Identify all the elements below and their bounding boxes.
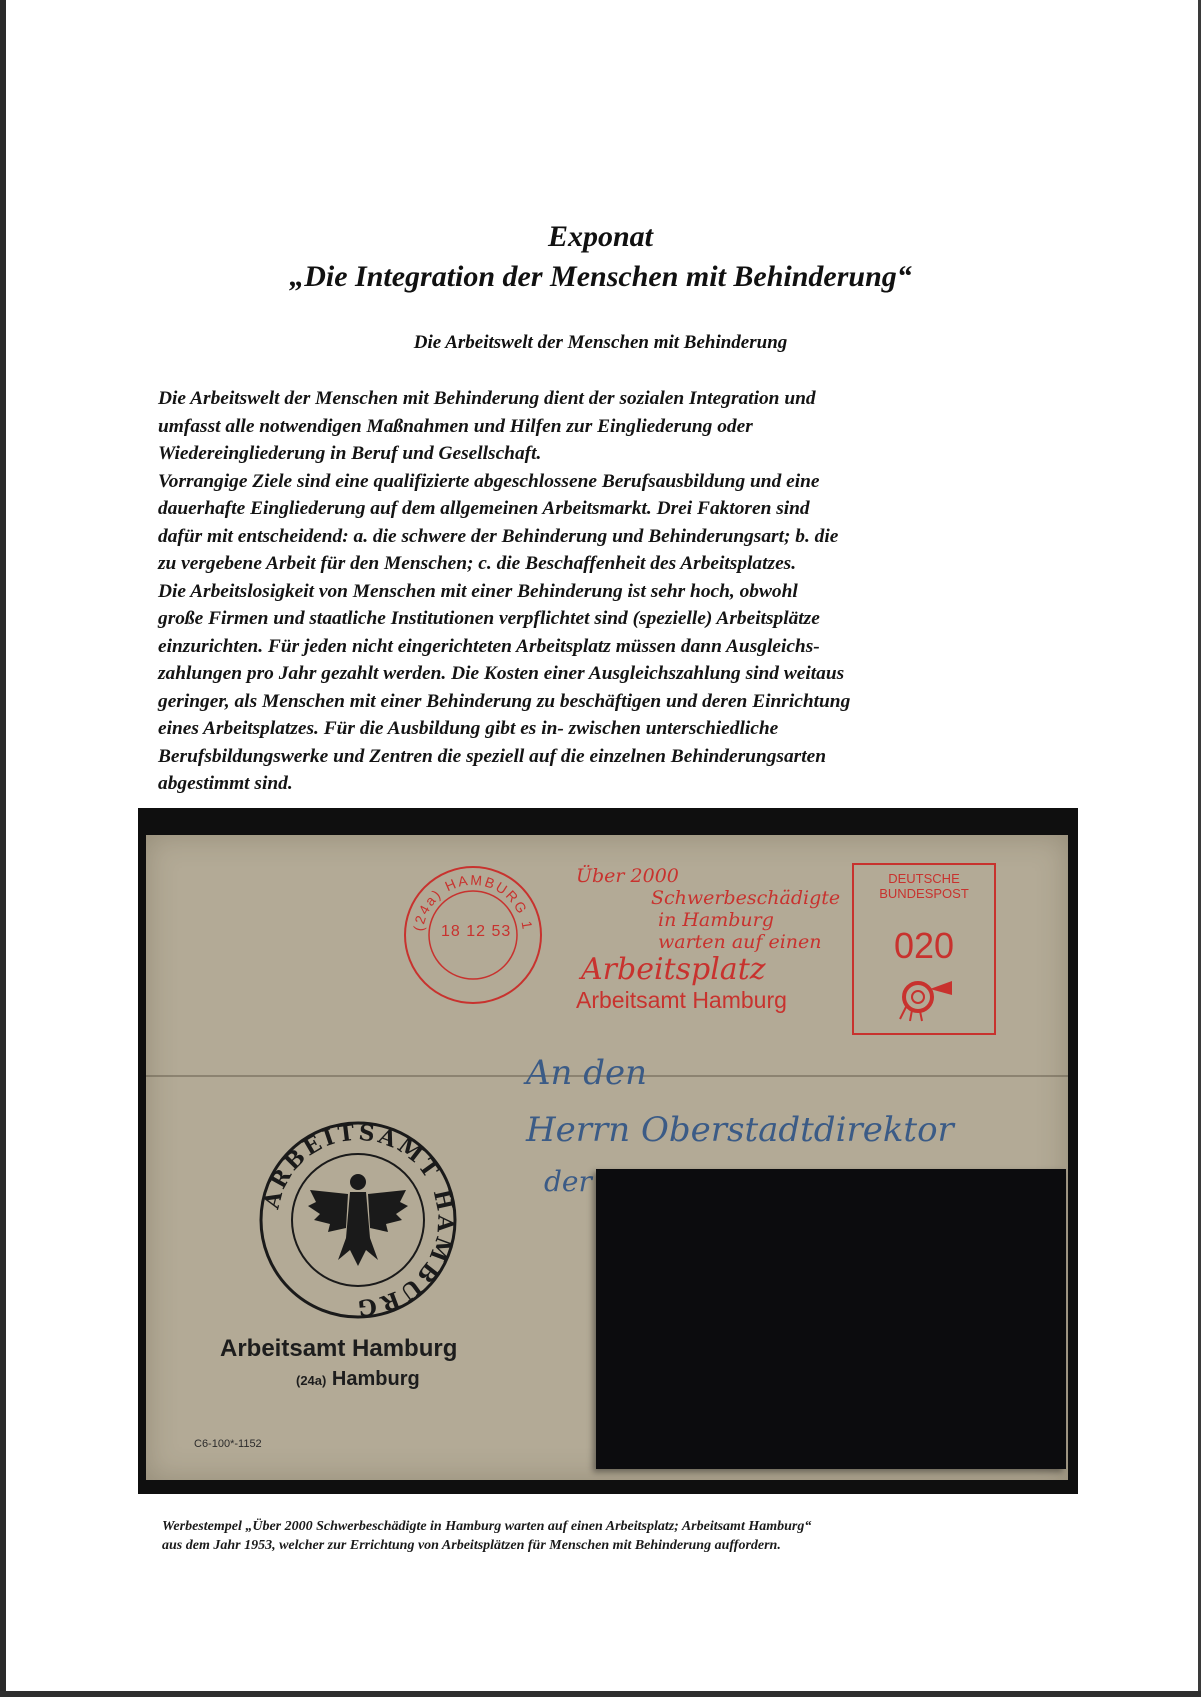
advertising-slogan bbox=[576, 865, 841, 1013]
body-text bbox=[158, 385, 1078, 798]
body-line: Wiedereingliederung in Beruf und Gesellschaft. bbox=[158, 443, 542, 464]
handwritten-line: der bbox=[544, 1165, 592, 1198]
body-line: Die Arbeitslosigkeit von Menschen mit einer Behinderung ist sehr hoch, obwohl bbox=[158, 580, 798, 602]
body-line: geringer, als Menschen mit einer Behinderung zu beschäftigen und deren Einrichtung bbox=[158, 690, 851, 712]
body-line: abgestimmt sind. bbox=[158, 773, 293, 794]
postmark-date: 18 12 53 bbox=[441, 923, 512, 940]
body-line: Die Arbeitswelt der Menschen mit Behinderung dient der sozialen Integration und bbox=[158, 388, 816, 409]
sender-name: Arbeitsamt Hamburg bbox=[220, 1335, 458, 1362]
page-title: Exponat bbox=[547, 220, 654, 253]
postmark-ring-text: (24a) HAMBURG 1 bbox=[410, 871, 536, 933]
meter-label-line: DEUTSCHE bbox=[888, 871, 960, 886]
slogan-line: Über 2000 bbox=[576, 865, 679, 887]
eagle-icon bbox=[308, 1174, 408, 1266]
sender-city: Hamburg bbox=[331, 1368, 420, 1390]
slogan-line: warten auf einen bbox=[658, 931, 822, 953]
slogan-office: Arbeitsamt Hamburg bbox=[576, 987, 787, 1013]
handwritten-line: An den bbox=[526, 1053, 648, 1093]
body-line: einzurichten. Für jeden nicht eingerichteten Arbeitsplatz müssen dann Ausgleichs- bbox=[158, 635, 820, 657]
handwritten-line: Herrn Oberstadtdirektor bbox=[526, 1110, 954, 1150]
scan-edge-left bbox=[0, 0, 6, 1697]
envelope-image bbox=[146, 835, 1068, 1480]
body-line: umfasst alle notwendigen Maßnahmen und Hilfen zur Eingliederung oder bbox=[158, 415, 753, 437]
body-line: dafür mit entscheidend: a. die schwere der Behinderung und Behinderungsart; b. die bbox=[158, 525, 839, 547]
exhibit-title: „Die Integration der Menschen mit Behinderung“ bbox=[289, 260, 912, 293]
district-code: (24a) bbox=[296, 1373, 327, 1388]
body-line: große Firmen und staatliche Institutionen verpflichtet sind (spezielle) Arbeitsplätze bbox=[158, 608, 820, 629]
body-line: zahlungen pro Jahr gezahlt werden. Die Kosten einer Ausgleichszahlung sind weitaus bbox=[158, 663, 845, 684]
post-horn-icon bbox=[892, 977, 956, 1023]
body-line: zu vergebene Arbeit für den Menschen; c. die Beschaffenheit des Arbeitsplatzes. bbox=[158, 553, 797, 574]
caption-line: Werbestempel „Über 2000 Schwerbeschädigte in Hamburg warten auf einen Arbeitsplatz; Arbeitsamt Hamburg“ bbox=[162, 1519, 812, 1534]
body-line: Berufsbildungswerke und Zentren die speziell auf die einzelnen Behinderungsarten bbox=[158, 745, 826, 767]
image-caption bbox=[162, 1517, 1062, 1555]
body-line: eines Arbeitsplatzes. Für die Ausbildung gibt es in- zwischen unterschiedliche bbox=[158, 718, 779, 739]
meter-value: 020 bbox=[893, 925, 955, 966]
scan-edge-bottom bbox=[0, 1691, 1201, 1697]
seal-ring-text: ARBEITSAMT HAMBURG bbox=[258, 1120, 458, 1320]
slogan-line: Schwerbeschädigte bbox=[651, 887, 841, 909]
form-code: C6-100*-1152 bbox=[194, 1438, 262, 1450]
meter-label bbox=[854, 871, 994, 901]
eagle-seal bbox=[258, 1120, 458, 1320]
sender-address bbox=[296, 1368, 420, 1391]
postage-meter bbox=[852, 863, 996, 1035]
body-line: Vorrangige Ziele sind eine qualifizierte abgeschlossene Berufsausbildung und eine bbox=[158, 470, 820, 492]
redaction-card bbox=[596, 1169, 1066, 1469]
slogan-line: Arbeitsplatz bbox=[581, 952, 766, 987]
slogan-line: in Hamburg bbox=[658, 909, 774, 931]
caption-line: aus dem Jahr 1953, welcher zur Errichtung von Arbeitsplätzen für Menschen mit Behinderung auffordern. bbox=[162, 1538, 781, 1553]
body-line: dauerhafte Eingliederung auf dem allgemeinen Arbeitsmarkt. Drei Faktoren sind bbox=[158, 498, 810, 519]
section-subtitle: Die Arbeitswelt der Menschen mit Behinderung bbox=[413, 332, 788, 353]
meter-label-line: BUNDESPOST bbox=[879, 886, 969, 901]
